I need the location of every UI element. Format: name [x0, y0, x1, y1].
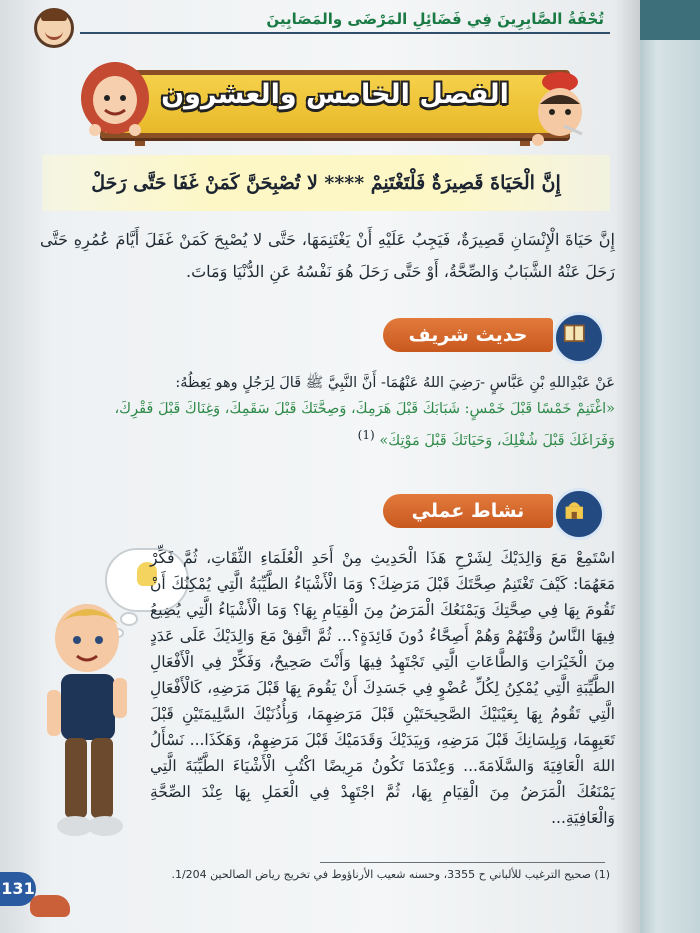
- hadith-heading: حديث شريف: [383, 318, 553, 352]
- activity-paragraph: اسْتَمِعْ مَعَ وَالِدَيْكَ لِشَرْحِ هَذَا الْحَدِيثِ مِنْ أَحَدِ الْعُلَمَاءِ الثِّقَاتِ، ثُمَّ فَكِّرْ مَعَهُمَا: كَيْفَ تَغْتَنِمُ صِحَّتَكَ قَبْلَ مَرَضِكَ؟ وَمَا الْأَشْيَاءُ الطَّيِّبَةُ الَّتِي يُمْكِنُكَ أَنْ تَقُومَ بِهَا فِي صِحَّتِكَ وَيَمْنَعُكَ الْمَرَضُ مِنَ الْقِيَامِ بِهَا؟ وَمَا الْأَشْيَاءُ الَّتِي يُضِيعُ فِيهَا النَّاسُ وَقْتَهُمْ وَهُمْ أَصِحَّاءُ دُونَ فَائِدَةٍ؟... ثُمَّ اتَّفِقْ مَعَ وَالِدَيْكَ عَلَى عَدَدٍ مِنَ الْخَيْرَاتِ وَالطَّاعَاتِ الَّتِي تَجْتَهِدُ فِيهَا وَأَنْتَ صَحِيحٌ، وَفَكِّرْ فِي الْأَفْعَالِ الطَّيِّبَةِ الَّتِي يُمْكِنُ لِكُلِّ عُضْوٍ فِي جَسَدِكَ أَنْ يَقُومَ بِهَا قَبْلَ مَرَضِهِ، كَالْأَفْعَالِ الَّتِي تَقُومُ بِهَا بِعَيْنَيْكَ الصَّحِيحَتَيْنِ قَبْلَ مَرَضِهِمَا، وَبِأُذُنَيْكَ السَّلِيمَتَيْنِ قَبْلَ تَعَبِهِمَا، وَبِلِسَانِكَ قَبْلَ مَرَضِهِ، وَبِيَدَيْكَ وَقَدَمَيْكَ قَبْلَ مَرَضِهِمْ، وَهَكَذَا... نَسْأَلُ اللهَ الْعَافِيَةَ وَالسَّلَامَةَ... وَعِنْدَمَا تَكُونُ مَرِيضًا اكْتُبِ الْأَشْيَاءَ الطَّيِّبَةَ الَّتِي يَمْنَعُكَ الْمَرَضُ مِنَ الْقِيَامِ بِهَا، ثُمَّ اجْتَهِدْ فِي الْعَمَلِ بِهَا عِنْدَ الصِّحَّةِ وَالْعَافِيَةِ...: [150, 549, 615, 827]
- hadith-quote-part1: «اغْتَنِمْ خَمْسًا قَبْلَ خَمْسٍ: شَبَابَكَ قَبْلَ هَرَمِكَ، وَصِحَّتَكَ قَبْلَ سَقَمِكَ، وَغِنَاكَ قَبْلَ فَقْرِكَ،: [114, 401, 615, 417]
- decorative-rocks: [30, 895, 70, 917]
- footnote-rule: [320, 862, 605, 863]
- footnote-marker: (1): [357, 428, 375, 442]
- sick-boy-illustration: [520, 68, 600, 148]
- footnote: (1) صحيح الترغيب للألباني ح 3355، وحسنه شعيب الأرناؤوط في تخريج رياض الصالحين 1/204.: [171, 868, 610, 881]
- poem-verse: إِنَّ الْحَيَاةَ قَصِيرَةٌ فَلْتَغْتَنِمْ **** لا تُصْبِحَنَّ كَمَنْ غَفَا حَتَّى رَحَلْ: [42, 155, 610, 211]
- banner-board: [100, 70, 570, 138]
- activity-heading-block: [383, 488, 613, 532]
- page-shadow: [615, 0, 640, 933]
- book-title: تُحْفَةُ الصَّابِرِينَ فِي فَضَائِلِ المَرْضَى والمَصَابِينَ: [266, 10, 604, 28]
- hadith-quote-part2: وَفَرَاغَكَ قَبْلَ شُغْلِكَ، وَحَيَاتَكَ قَبْلَ مَوْتِكَ»: [379, 432, 615, 449]
- activity-heading: نشاط عملي: [383, 494, 553, 528]
- girl-illustration: [75, 58, 155, 138]
- mosque-icon: [553, 488, 605, 540]
- header-rule: [80, 32, 610, 34]
- hadith-heading-block: [383, 312, 613, 356]
- intro-paragraph: إِنَّ حَيَاةَ الْإِنْسَانِ قَصِيرَةٌ، فَيَجِبُ عَلَيْهِ أَنْ يَغْتَنِمَهَا، حَتَّى لا يُصْبِحَ كَمَنْ غَفَلَ أَيَّامَ عُمُرِهِ حَتَّى رَحَلَ عَنْهُ الشَّبَابُ وَالصِّحَّةُ، أَوْ حَتَّى رَحَلَ هُوَ نَفْسُهُ عَنِ الدُّنْيَا وَمَاتَ.: [40, 230, 615, 281]
- page-number: 131: [0, 872, 36, 906]
- book-icon: [553, 312, 605, 364]
- hadith-narration: عَنْ عَبْدِاللهِ بْنِ عَبَّاسٍ -رَضِيَ اللهُ عَنْهُمَا- أَنَّ النَّبِيَّ ﷺ قَالَ لِرَجُلٍ وهو يَعِظُهُ:: [175, 375, 615, 391]
- running-header: [30, 8, 610, 42]
- doctor-kid-avatar: [34, 8, 74, 48]
- thinking-boy-illustration: [25, 590, 155, 850]
- hadith-text: [40, 370, 615, 454]
- chapter-title: الفصل الخامس والعشرون: [161, 79, 509, 110]
- chapter-banner: [65, 58, 605, 148]
